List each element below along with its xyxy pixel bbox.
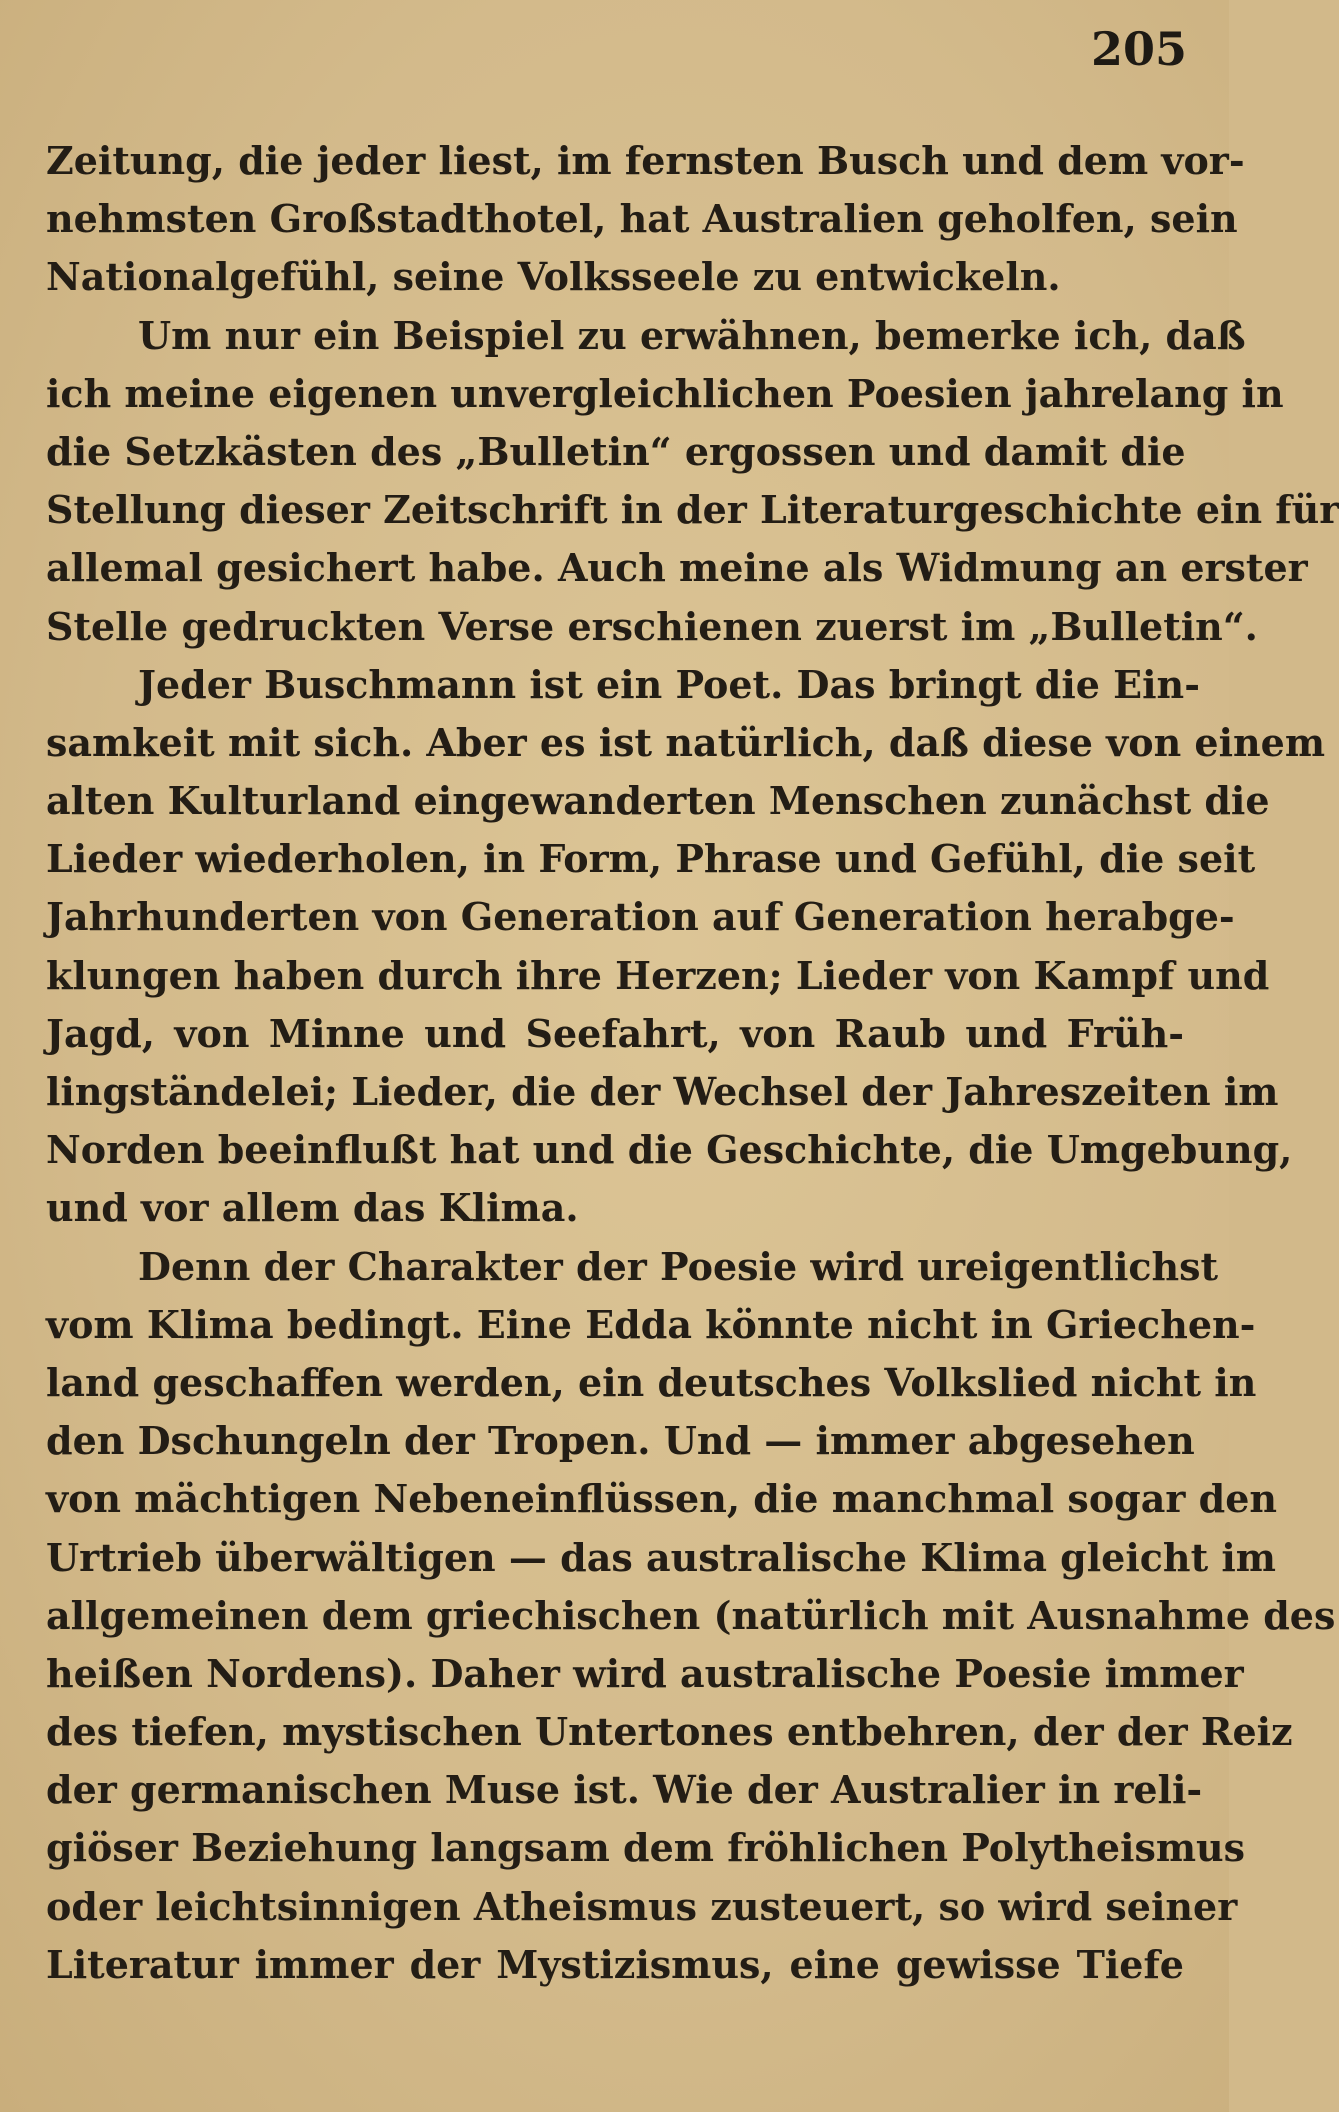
text-line: heißen Nordens). Daher wird australische Poesie immer (46, 1650, 1244, 1696)
page-number: 205 (1090, 22, 1187, 76)
text-line: Zeitung, die jeder liest, im fernsten Busch und dem vor- (46, 138, 1245, 183)
text-line: Jeder Buschmann ist ein Poet. Das bringt die Ein- (138, 661, 1200, 707)
text-line: vom Klima bedingt. Eine Edda könnte nicht in Griechen- (46, 1301, 1256, 1347)
text-line: ich meine eigenen unvergleichlichen Poesien jahrelang in (46, 370, 1284, 416)
body-text (46, 132, 1339, 1994)
text-line: die Setzkästen des „Bulletin“ ergossen und damit die (46, 428, 1186, 474)
text-line: klungen haben durch ihre Herzen; Lieder von Kampf und (46, 952, 1270, 998)
text-line: und vor allem das Klima. (46, 1185, 579, 1231)
text-line: Um nur ein Beispiel zu erwähnen, bemerke ich, daß (138, 312, 1246, 358)
text-line: giöser Beziehung langsam dem fröhlichen Polytheismus (46, 1825, 1246, 1871)
text-line: samkeit mit sich. Aber es ist natürlich, daß diese von einem (46, 719, 1326, 765)
text-line: oder leichtsinnigen Atheismus zusteuert, so wird seiner (46, 1883, 1238, 1929)
text-line: des tiefen, mystischen Untertones entbehren, der der Reiz (46, 1709, 1293, 1755)
text-line: der germanischen Muse ist. Wie der Australier in reli- (46, 1767, 1203, 1813)
text-line: Jahrhunderten von Generation auf Generation herabge- (46, 894, 1235, 940)
text-line: Stelle gedruckten Verse erschienen zuerst im „Bulletin“. (46, 603, 1258, 649)
text-line: Lieder wiederholen, in Form, Phrase und Gefühl, die seit (46, 836, 1256, 882)
text-line: Stellung dieser Zeitschrift in der Literaturgeschichte ein für (46, 487, 1339, 533)
text-line: Nationalgefühl, seine Volksseele zu entwickeln. (46, 254, 1061, 300)
text-line: alten Kulturland eingewanderten Menschen zunächst die (46, 778, 1270, 824)
text-line: allemal gesichert habe. Auch meine als Widmung an erster (46, 545, 1308, 591)
text-line: Norden beeinflußt hat und die Geschichte, die Umgebung, (46, 1127, 1293, 1173)
text-line: von mächtigen Nebeneinflüssen, die manchmal sogar den (46, 1476, 1277, 1522)
text-line: land geschaffen werden, ein deutsches Volkslied nicht in (46, 1359, 1257, 1405)
text-line: den Dschungeln der Tropen. Und — immer abgesehen (46, 1418, 1195, 1464)
text-line: Literatur immer der Mystizismus, eine gewisse Tiefe (46, 1941, 1184, 1987)
text-line: lingständelei; Lieder, die der Wechsel der Jahreszeiten im (46, 1069, 1279, 1114)
text-line: nehmsten Großstadthotel, hat Australien geholfen, sein (46, 196, 1238, 242)
text-line: Jagd, von Minne und Seefahrt, von Raub und Früh- (46, 1010, 1184, 1056)
text-line: Urtrieb überwältigen — das australische Klima gleicht im (46, 1534, 1276, 1580)
text-line: allgemeinen dem griechischen (natürlich mit Ausnahme des (46, 1592, 1336, 1638)
text-line: Denn der Charakter der Poesie wird ureigentlichst (138, 1243, 1219, 1289)
